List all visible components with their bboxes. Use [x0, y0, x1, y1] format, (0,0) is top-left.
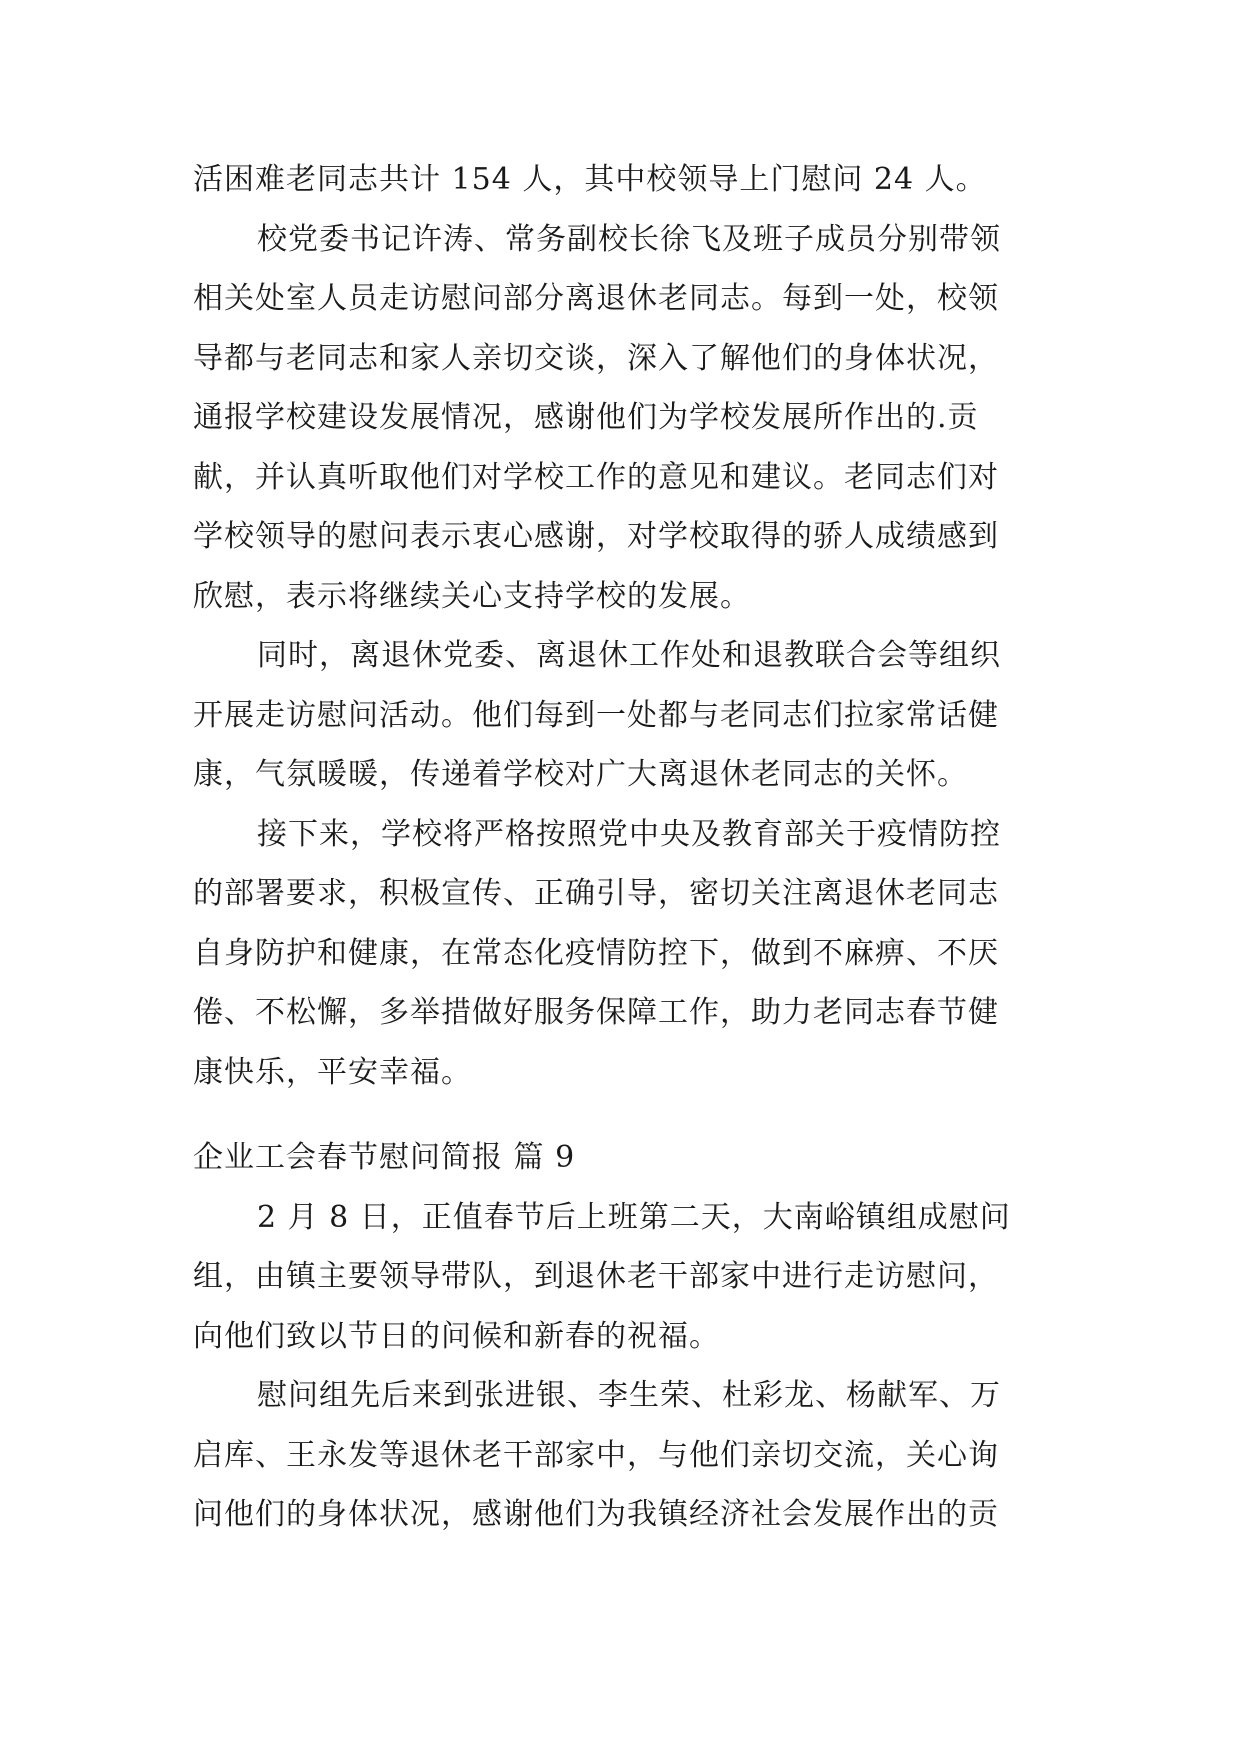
paragraph-line: 欣慰，表示将继续关心支持学校的发展。: [193, 578, 751, 614]
paragraph-line: 自身防护和健康，在常态化疫情防控下，做到不麻痹、不厌: [193, 935, 999, 971]
paragraph-line: 活困难老同志共计 154 人，其中校领导上门慰问 24 人。: [193, 162, 987, 197]
paragraph-line: 校党委书记许涛、常务副校长徐飞及班子成员分别带领: [257, 221, 1001, 257]
section-heading: 企业工会春节慰问简报 篇 9: [193, 1140, 576, 1175]
paragraph-line: 倦、不松懈，多举措做好服务保障工作，助力老同志春节健: [193, 995, 999, 1030]
paragraph-line: 导都与老同志和家人亲切交谈，深入了解他们的身体状况，: [193, 340, 999, 376]
paragraph-line: 康快乐，平安幸福。: [193, 1054, 472, 1090]
paragraph-line: 相关处室人员走访慰问部分离退休老同志。每到一处，校领: [193, 281, 999, 316]
paragraph-line: 组，由镇主要领导带队，到退休老干部家中进行走访慰问，: [193, 1259, 999, 1294]
paragraph-line: 启库、王永发等退休老干部家中，与他们亲切交流，关心询: [193, 1437, 999, 1473]
paragraph-line: 献，并认真听取他们对学校工作的意见和建议。老同志们对: [193, 459, 999, 495]
section-spacer: [193, 1102, 1053, 1128]
paragraph-line: 学校领导的慰问表示衷心感谢，对学校取得的骄人成绩感到: [193, 519, 999, 554]
paragraph-line: 的部署要求，积极宣传、正确引导，密切关注离退休老同志: [193, 876, 999, 911]
paragraph-line: 向他们致以节日的问候和新春的祝福。: [193, 1318, 720, 1354]
paragraph-line: 同时，离退休党委、离退休工作处和退教联合会等组织: [257, 638, 1001, 673]
paragraph-line: 通报学校建设发展情况，感谢他们为学校发展所作出的.贡: [193, 400, 979, 435]
paragraph-line: 接下来，学校将严格按照党中央及教育部关于疫情防控: [257, 816, 1001, 852]
document-body: [193, 150, 1053, 1545]
paragraph-line: 问他们的身体状况，感谢他们为我镇经济社会发展作出的贡: [193, 1497, 999, 1532]
paragraph-line: 慰问组先后来到张进银、李生荣、杜彩龙、杨献军、万: [257, 1378, 1001, 1413]
paragraph-line: 开展走访慰问活动。他们每到一处都与老同志们拉家常话健: [193, 697, 999, 733]
paragraph-line: 康，气氛暖暖，传递着学校对广大离退休老同志的关怀。: [193, 757, 968, 792]
paragraph-line: 2 月 8 日，正值春节后上班第二天，大南峪镇组成慰问: [257, 1199, 1011, 1235]
